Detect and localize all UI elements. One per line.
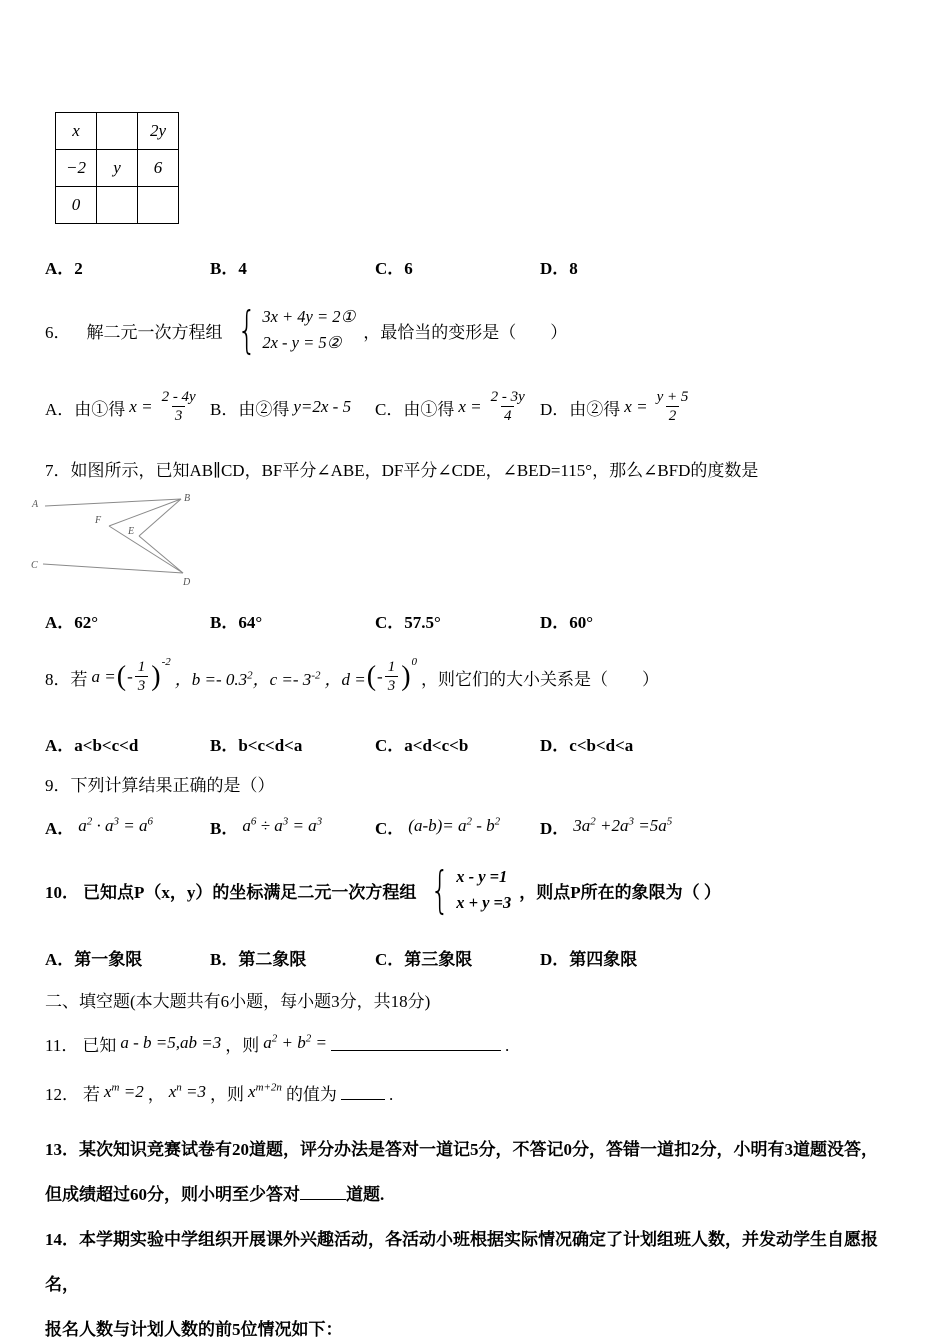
minus-sign: - xyxy=(377,667,383,686)
equation-1: 3x + 4y = 2① xyxy=(262,307,356,327)
segment-FD xyxy=(109,526,183,573)
question-number: 11． xyxy=(45,1036,79,1055)
question-14 xyxy=(45,1217,905,1344)
stem-text: . xyxy=(504,1036,510,1055)
option-letter: A． xyxy=(45,818,75,838)
q8-option-c: C．a<d<c<b xyxy=(375,736,469,755)
label-A: A xyxy=(32,499,39,510)
option-label: D．由②得 xyxy=(540,399,621,419)
question-7-figure xyxy=(31,490,905,588)
question-9-options xyxy=(45,813,905,839)
label-B: B xyxy=(184,493,191,504)
brace-glyph: { xyxy=(430,861,450,919)
question-5-table xyxy=(55,112,179,224)
line-CD xyxy=(43,564,183,573)
q13-line-1: 13．某次知识竞赛试卷有20道题，评分办法是答对一道记5分，不答记0分，答错一道扣2分，小明有3道题没答， xyxy=(45,1140,878,1159)
question-6-stem xyxy=(45,301,905,359)
q14-line-1: 14．本学期实验中学组织开展课外兴趣活动，各活动小班根据实际情况确定了计划组班人数，并发动学生自愿报名， xyxy=(45,1230,878,1294)
question-8-options xyxy=(45,731,905,756)
brace-glyph: { xyxy=(236,301,256,359)
q10-option-a: A．第一象限 xyxy=(45,950,143,969)
q8-option-b: B．b<c<d<a xyxy=(210,736,303,755)
table-row xyxy=(56,113,179,150)
q7-option-a: A．62° xyxy=(45,613,99,632)
table-cell: 2y xyxy=(138,113,179,150)
stem-text: ，则 xyxy=(210,1085,245,1104)
label-D: D xyxy=(183,577,191,588)
line-AB xyxy=(45,499,181,506)
q5-option-d: D．8 xyxy=(540,259,578,278)
fraction: $\frac{2 - 3y}{4}$ xyxy=(490,388,525,424)
minus-sign: - xyxy=(127,667,133,686)
stem-text: ，则 xyxy=(225,1036,260,1055)
question-12 xyxy=(45,1080,905,1105)
close-paren: ) xyxy=(151,661,161,692)
table-cell: 6 xyxy=(138,150,179,187)
question-10-stem xyxy=(45,861,905,919)
q13-line-2: 但成绩超过60分，则小明至少答对 道题. xyxy=(45,1185,385,1204)
fraction: $\frac{y + 5}{2}$ xyxy=(656,388,689,424)
equation-2: 2x - y = 5② xyxy=(262,333,342,352)
q7-option-c: C．57.5° xyxy=(375,613,441,632)
question-6-options xyxy=(45,381,905,433)
q10-option-b: B．第二象限 xyxy=(210,950,307,969)
table-cell: 0 xyxy=(56,187,97,224)
fraction: $\frac{1}{3}$ xyxy=(385,659,399,696)
formula: $a^2 \cdot a^3 = a^6$ xyxy=(78,815,154,835)
table-cell xyxy=(97,187,138,224)
question-number: 6． xyxy=(45,322,71,342)
value-d-expression: ，d = ( - $\frac{1}{3}$ ) 0 xyxy=(324,655,418,694)
table-row xyxy=(56,150,179,187)
formula: $3a^2 +2a^3 =5a^5$ xyxy=(573,815,673,835)
segment-ED xyxy=(139,536,183,573)
label-F: F xyxy=(95,515,102,526)
question-7-stem: 7．如图所示，已知AB∥CD，BF平分∠ABE，DF平分∠CDE，∠BED=115°，那么∠BFD的度数是 xyxy=(45,461,759,480)
q6-option-b xyxy=(210,395,375,420)
option-label: A．由①得 xyxy=(45,399,126,419)
formula-target: $x^{m+2n}$ xyxy=(248,1081,282,1101)
equation-system xyxy=(231,301,356,359)
formula-lhs: x = xyxy=(624,397,648,416)
label-E: E xyxy=(128,526,135,537)
q9-option-c xyxy=(375,814,540,839)
table-cell: y xyxy=(97,150,138,187)
stem-text: ，则它们的大小关系是（ ） xyxy=(421,669,660,689)
equation-system xyxy=(424,861,512,919)
q5-option-b: B．4 xyxy=(210,259,247,278)
q7-option-b: B．64° xyxy=(210,613,263,632)
formula-xn: $x^n =3$ xyxy=(168,1081,207,1101)
q9-option-d xyxy=(540,814,905,839)
stem-text: 已知点P（x，y）的坐标满足二元一次方程组 xyxy=(83,882,417,902)
label-C: C xyxy=(31,560,38,571)
values-b-c: ，$b =- 0.3^2$，$c =- 3^{-2}$ xyxy=(174,668,321,689)
question-5-options xyxy=(45,254,905,279)
formula-lhs: x = xyxy=(129,397,153,416)
stem-text: 的值为 xyxy=(285,1085,337,1104)
option-letter: B． xyxy=(210,818,239,838)
formula: $(a-b)= a^2 - b^2$ xyxy=(408,815,501,835)
section-2-header: 二、填空题(本大题共有6小题，每小题3分，共18分) xyxy=(45,992,431,1011)
stem-text: 已知 xyxy=(82,1036,117,1055)
table-row xyxy=(56,187,179,224)
q7-option-d: D．60° xyxy=(540,613,594,632)
geometry-figure xyxy=(31,490,206,588)
q8-option-d: D．c<b<d<a xyxy=(540,736,634,755)
stem-text: 若 xyxy=(83,1085,100,1104)
value-a-expression: a = ( - $\frac{1}{3}$ ) -2 xyxy=(91,655,171,694)
table-cell xyxy=(138,187,179,224)
q5-option-c: C．6 xyxy=(375,259,413,278)
segment-BF xyxy=(109,499,181,526)
question-number: 12． xyxy=(45,1085,79,1104)
formula-lhs: x = xyxy=(458,397,482,416)
question-7-options xyxy=(45,608,905,633)
q9-option-b xyxy=(210,814,375,839)
question-number: 10． xyxy=(45,882,79,902)
equation-1: x - y =1 xyxy=(456,867,508,887)
q6-option-a xyxy=(45,389,210,426)
q8-option-a: A．a<b<c<d xyxy=(45,736,139,755)
question-11 xyxy=(45,1031,905,1056)
comma: ， xyxy=(147,1085,165,1104)
fraction: $\frac{2 - 4y}{3}$ xyxy=(161,388,196,424)
formula: y=2x - 5 xyxy=(293,397,352,416)
fraction: $\frac{1}{3}$ xyxy=(135,659,149,696)
answer-blank xyxy=(300,1183,346,1200)
option-letter: C． xyxy=(375,818,405,838)
q5-option-a: A．2 xyxy=(45,259,83,278)
table-cell xyxy=(97,113,138,150)
q14-line-2: 报名人数与计划人数的前5位情况如下： xyxy=(45,1320,343,1339)
open-paren: ( xyxy=(366,661,377,692)
q10-option-c: C．第三象限 xyxy=(375,950,473,969)
q6-option-d xyxy=(540,389,905,426)
option-label: C．由①得 xyxy=(375,399,455,419)
question-number: 8．若 xyxy=(45,669,88,689)
q10-option-d: D．第四象限 xyxy=(540,950,638,969)
open-paren: ( xyxy=(116,661,127,692)
close-paren: ) xyxy=(401,661,411,692)
option-label: B．由②得 xyxy=(210,399,290,419)
table-cell: −2 xyxy=(56,150,97,187)
option-letter: D． xyxy=(540,818,570,838)
stem-text: ，则点P所在的象限为（ ） xyxy=(519,882,721,902)
target-expression: $a^2 + b^2$ = xyxy=(263,1032,327,1052)
stem-text: 解二元一次方程组 xyxy=(86,322,223,342)
formula: $a^6 \div a^3 = a^3$ xyxy=(242,815,323,835)
answer-blank xyxy=(341,1083,385,1100)
table-cell: x xyxy=(56,113,97,150)
given-formula: a - b =5,ab =3 xyxy=(120,1033,222,1052)
answer-blank xyxy=(331,1034,501,1051)
stem-text: . xyxy=(388,1085,394,1104)
segment-BE xyxy=(139,499,181,536)
q9-option-a xyxy=(45,814,210,839)
stem-text: ，最恰当的变形是（ ） xyxy=(363,322,568,342)
question-9-stem: 9．下列计算结果正确的是（） xyxy=(45,776,275,795)
question-8-stem xyxy=(45,649,905,705)
equation-2: x + y =3 xyxy=(456,893,512,912)
q6-option-c xyxy=(375,389,540,426)
formula-xm: $x^m =2$ xyxy=(104,1081,144,1101)
question-10-options xyxy=(45,945,905,970)
question-13 xyxy=(45,1127,905,1217)
